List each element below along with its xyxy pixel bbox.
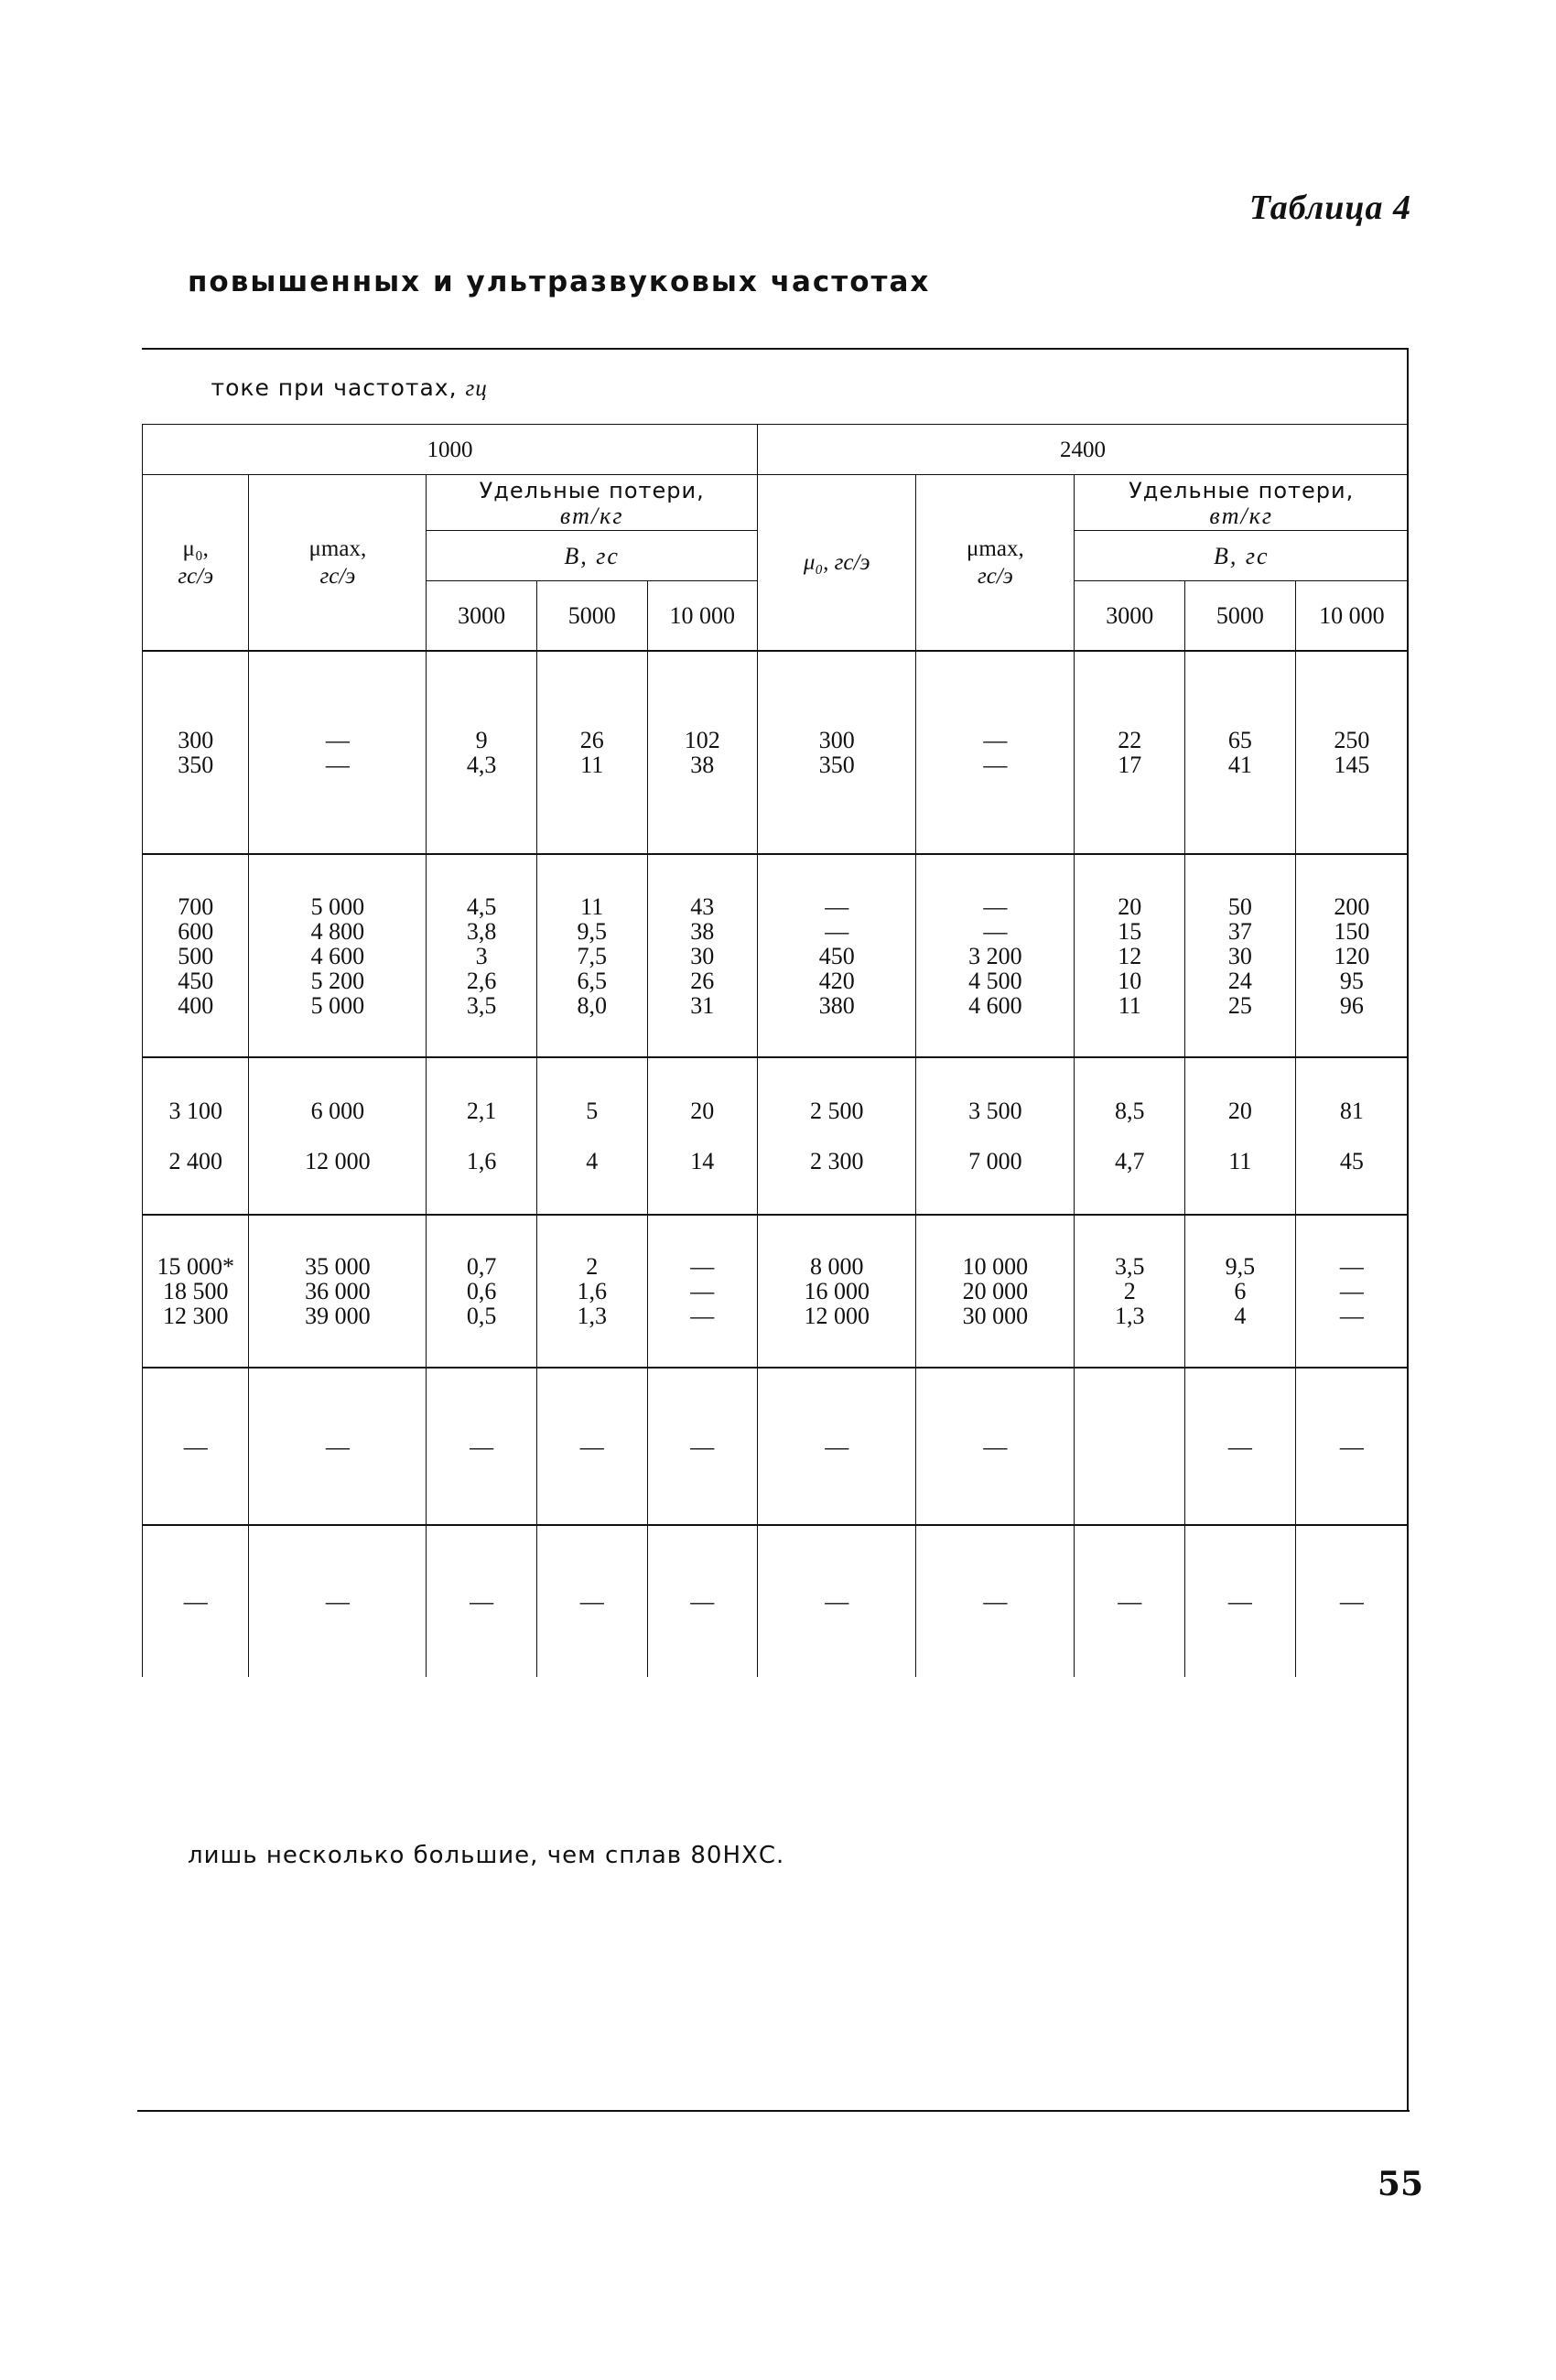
mu0-header-2400 (758, 475, 916, 652)
cell-loss5000-2400: 9,5 6 4 (1185, 1215, 1296, 1368)
cell-loss10000-1000: 43 38 30 26 31 (647, 854, 758, 1057)
cell-mumax-1000: — (249, 1525, 427, 1677)
page-bottom-rule (137, 2110, 1410, 2112)
cell-loss10000-2400: 200 150 120 95 96 (1295, 854, 1408, 1057)
cell-loss10000-2400: — — — (1295, 1215, 1408, 1368)
cell-loss3000-1000: 2,1 1,6 (427, 1057, 537, 1215)
cell-loss3000-2400: 8,5 4,7 (1075, 1057, 1185, 1215)
cell-loss3000-1000: 4,5 3,8 3 2,6 3,5 (427, 854, 537, 1057)
table-row (143, 1525, 1409, 1677)
cell-loss10000-2400: — (1295, 1525, 1408, 1677)
loss-unit: вт/кг (559, 502, 624, 529)
freq-header-2400: 2400 (758, 425, 1408, 475)
cell-mumax-1000: 6 000 12 000 (249, 1057, 427, 1215)
page-number: 55 (1377, 2165, 1423, 2203)
data-table (142, 352, 1408, 1677)
table-row (143, 1057, 1409, 1215)
cell-loss5000-1000: — (536, 1368, 647, 1525)
mu0-unit: гс/э (178, 563, 214, 589)
cell-mumax-1000: — — (249, 651, 427, 854)
cell-loss10000-1000: — — — (647, 1215, 758, 1368)
page-heading: повышенных и ультразвуковых частотах (188, 265, 931, 298)
cell-loss10000-1000: 20 14 (647, 1057, 758, 1215)
cell-loss5000-2400: 50 37 30 24 25 (1185, 854, 1296, 1057)
cell-loss3000-1000: 0,7 0,6 0,5 (427, 1215, 537, 1368)
b-5000-1000: 5000 (536, 581, 647, 652)
table-row (143, 1368, 1409, 1525)
mu0-label: μ₀, (182, 536, 209, 561)
b-10000-1000: 10 000 (647, 581, 758, 652)
cell-mu0-2400: 2 500 2 300 (758, 1057, 916, 1215)
cell-loss5000-1000: 11 9,5 7,5 6,5 8,0 (536, 854, 647, 1057)
cell-loss3000-1000: — (427, 1525, 537, 1677)
cell-loss3000-2400: 22 17 (1075, 651, 1185, 854)
table-row (143, 651, 1409, 854)
cell-mumax-2400: — (916, 1525, 1075, 1677)
cell-mu0-1000: 700 600 500 450 400 (143, 854, 249, 1057)
cell-loss5000-2400: — (1185, 1525, 1296, 1677)
cell-mumax-2400: 10 000 20 000 30 000 (916, 1215, 1075, 1368)
cell-mu0-1000: — (143, 1525, 249, 1677)
cell-loss3000-2400 (1075, 1368, 1185, 1525)
cell-mumax-1000: 5 000 4 800 4 600 5 200 5 000 (249, 854, 427, 1057)
cell-loss5000-1000: 26 11 (536, 651, 647, 854)
cell-loss10000-1000: — (647, 1368, 758, 1525)
loss-title: Удельные потери, (479, 477, 705, 503)
frequency-caption (143, 352, 1409, 425)
table-label: Таблица 4 (1248, 189, 1411, 227)
cell-loss5000-1000: — (536, 1525, 647, 1677)
freq-header-1000: 1000 (143, 425, 758, 475)
table-row (143, 1215, 1409, 1368)
cell-mumax-1000: — (249, 1368, 427, 1525)
cell-loss3000-2400: 3,5 2 1,3 (1075, 1215, 1185, 1368)
mumax-label: μmax, (967, 536, 1024, 561)
cell-mu0-2400: 300 350 (758, 651, 916, 854)
cell-mumax-2400: — (916, 1368, 1075, 1525)
cell-loss5000-2400: 20 11 (1185, 1057, 1296, 1215)
cell-loss3000-2400: — (1075, 1525, 1185, 1677)
cell-loss10000-2400: — (1295, 1368, 1408, 1525)
cell-mumax-2400: — — (916, 651, 1075, 854)
cell-loss3000-1000: — (427, 1368, 537, 1525)
cell-mumax-2400: 3 500 7 000 (916, 1057, 1075, 1215)
b-5000-2400: 5000 (1185, 581, 1296, 652)
b-3000-2400: 3000 (1075, 581, 1185, 652)
table-top-rule (142, 348, 1408, 350)
cell-loss5000-1000: 2 1,6 1,3 (536, 1215, 647, 1368)
cell-mumax-1000: 35 000 36 000 39 000 (249, 1215, 427, 1368)
cell-loss5000-2400: 65 41 (1185, 651, 1296, 854)
induction-header-2400: B, гс (1075, 531, 1408, 581)
cell-loss5000-1000: 5 4 (536, 1057, 647, 1215)
cell-loss10000-2400: 250 145 (1295, 651, 1408, 854)
cell-mu0-1000: 3 100 2 400 (143, 1057, 249, 1215)
b-10000-2400: 10 000 (1295, 581, 1408, 652)
loss-header-row (143, 475, 1409, 531)
mumax-label: μmax, (308, 536, 367, 561)
cell-mu0-2400: — (758, 1368, 916, 1525)
mumax-unit: гс/э (977, 563, 1013, 589)
table-row (143, 854, 1409, 1057)
cell-mu0-2400: 8 000 16 000 12 000 (758, 1215, 916, 1368)
cell-mu0-2400: — — 450 420 380 (758, 854, 916, 1057)
mu0-header-1000 (143, 475, 249, 652)
cell-mumax-2400: — — 3 200 4 500 4 600 (916, 854, 1075, 1057)
frequency-header-row (143, 425, 1409, 475)
loss-unit: вт/кг (1209, 502, 1274, 529)
mu0-inline-label: μ₀, гс/э (803, 549, 870, 575)
cell-mu0-2400: — (758, 1525, 916, 1677)
mumax-unit: гс/э (319, 563, 356, 589)
cell-loss10000-1000: 102 38 (647, 651, 758, 854)
footnote: лишь несколько большие, чем сплав 80НХС. (188, 1842, 785, 1869)
cell-loss10000-2400: 81 45 (1295, 1057, 1408, 1215)
loss-header-1000 (427, 475, 758, 531)
cell-loss3000-1000: 9 4,3 (427, 651, 537, 854)
loss-header-2400 (1075, 475, 1408, 531)
cell-loss5000-2400: — (1185, 1368, 1296, 1525)
induction-header-1000: B, гс (427, 531, 758, 581)
cell-mu0-1000: 15 000* 18 500 12 300 (143, 1215, 249, 1368)
mumax-header-2400 (916, 475, 1075, 652)
b-3000-1000: 3000 (427, 581, 537, 652)
cell-mu0-1000: 300 350 (143, 651, 249, 854)
frequency-caption-text: токе при частотах, (211, 374, 458, 401)
frequency-caption-unit: гц (465, 376, 488, 401)
mumax-header-1000 (249, 475, 427, 652)
cell-loss10000-1000: — (647, 1525, 758, 1677)
cell-loss3000-2400: 20 15 12 10 11 (1075, 854, 1185, 1057)
loss-title: Удельные потери, (1129, 477, 1355, 503)
cell-mu0-1000: — (143, 1368, 249, 1525)
frequency-caption-row (143, 352, 1409, 425)
